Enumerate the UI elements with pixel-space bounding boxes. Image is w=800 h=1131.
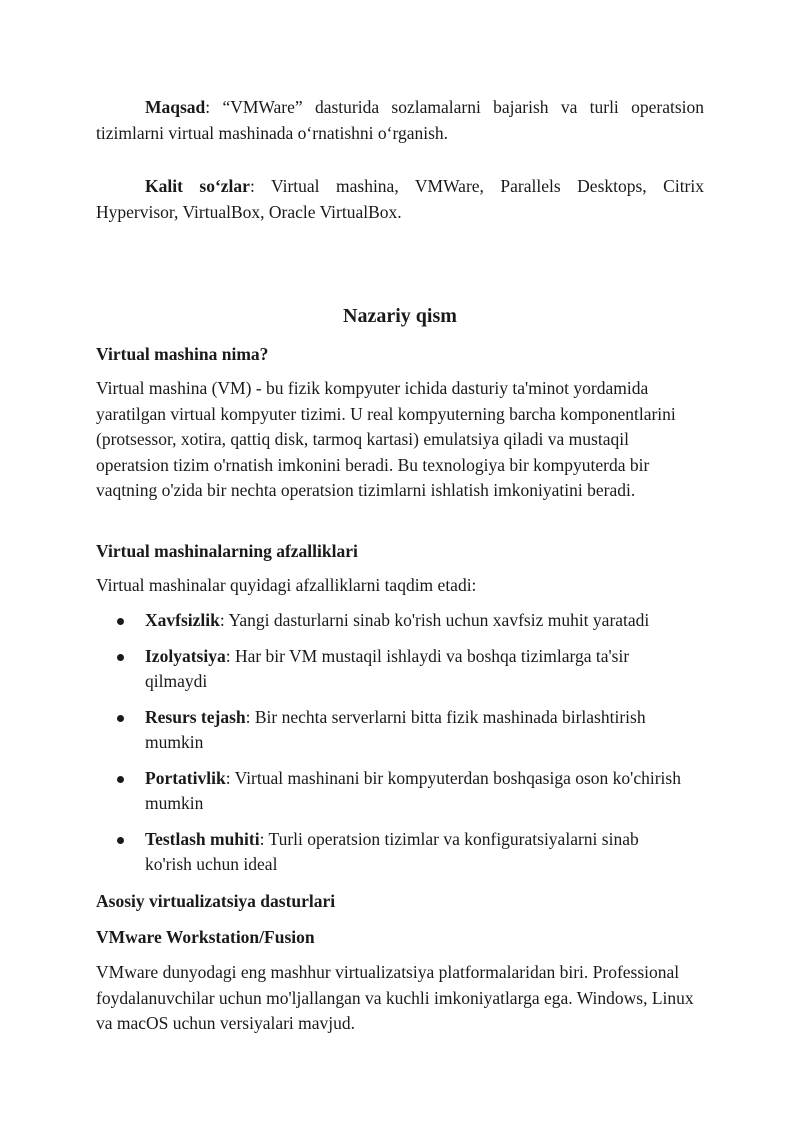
advantage-term: Resurs tejash xyxy=(145,706,246,727)
list-item xyxy=(96,827,704,878)
goal-label: Maqsad xyxy=(145,97,206,117)
list-item xyxy=(96,705,704,756)
advantages-list xyxy=(96,608,704,888)
advantage-text: : Turli operatsion tizimlar va konfiguratsiyalarni sinab ko'rish uchun ideal xyxy=(145,828,639,874)
goal-paragraph xyxy=(96,94,704,146)
list-item xyxy=(96,766,704,817)
advantages-heading: Virtual mashinalarning afzalliklari xyxy=(96,541,358,561)
software-heading: Asosiy virtualizatsiya dasturlari xyxy=(96,891,336,911)
keywords-text: : Virtual mashina, VMWare, Parallels Desktops, Citrix Hypervisor, VirtualBox, Oracle VirtualBox. xyxy=(96,176,705,222)
bullet-icon xyxy=(117,715,124,722)
advantage-term: Portativlik xyxy=(145,767,226,788)
advantages-intro: Virtual mashinalar quyidagi afzalliklarni taqdim etadi: xyxy=(96,575,477,595)
list-item xyxy=(96,644,704,695)
bullet-icon xyxy=(117,618,124,625)
advantage-text: : Yangi dasturlarni sinab ko'rish uchun xavfsiz muhit yaratadi xyxy=(219,610,650,630)
goal-text: : “VMWare” dasturida sozlamalarni bajarish va turli operatsion tizimlarni virtual mashinada o‘rnatishni o‘rganish. xyxy=(96,97,704,143)
advantage-text: : Virtual mashinani bir kompyuterdan boshqasiga oson ko'chirish mumkin xyxy=(145,767,681,813)
advantage-term: Xavfsizlik xyxy=(145,610,220,630)
what-is-heading: Virtual mashina nima? xyxy=(96,344,269,364)
bullet-icon xyxy=(117,776,124,783)
section-title: Nazariy qism xyxy=(343,305,457,327)
vmware-heading: VMware Workstation/Fusion xyxy=(96,927,315,947)
advantage-term: Izolyatsiya xyxy=(145,645,226,666)
advantage-text: : Bir nechta serverlarni bitta fizik mashinada birlashtirish mumkin xyxy=(145,706,646,752)
bullet-icon xyxy=(117,654,124,661)
what-is-body: Virtual mashina (VM) - bu fizik kompyuter ichida dasturiy ta'minot yordamida yaratilgan virtual kompyuter tizimi. U real kompyuterning barcha komponentlarini (protsessor, xotira, qattiq disk, tarmoq kartasi) emulatsiya qiladi va mustaqil operatsion tizim o'rnatish imkonini beradi. Bu texnologiya bir kompyuterda bir vaqtning o'zida bir nechta operatsion tizimlarni ishlatish imkoniyatini beradi. xyxy=(96,378,676,500)
bullet-icon xyxy=(117,837,124,844)
keywords-label: Kalit so‘zlar xyxy=(145,176,250,196)
advantage-text: : Har bir VM mustaqil ishlaydi va boshqa tizimlarga ta'sir qilmaydi xyxy=(145,645,630,691)
list-item xyxy=(96,608,704,634)
keywords-paragraph xyxy=(96,173,704,225)
advantage-term: Testlash muhiti xyxy=(145,828,260,849)
vmware-body: VMware dunyodagi eng mashhur virtualizatsiya platformalaridan biri. Professional foydalanuvchilar uchun mo'ljallangan va kuchli imkoniyatlarga ega. Windows, Linux va macOS uchun versiyalari mavjud. xyxy=(96,962,694,1033)
